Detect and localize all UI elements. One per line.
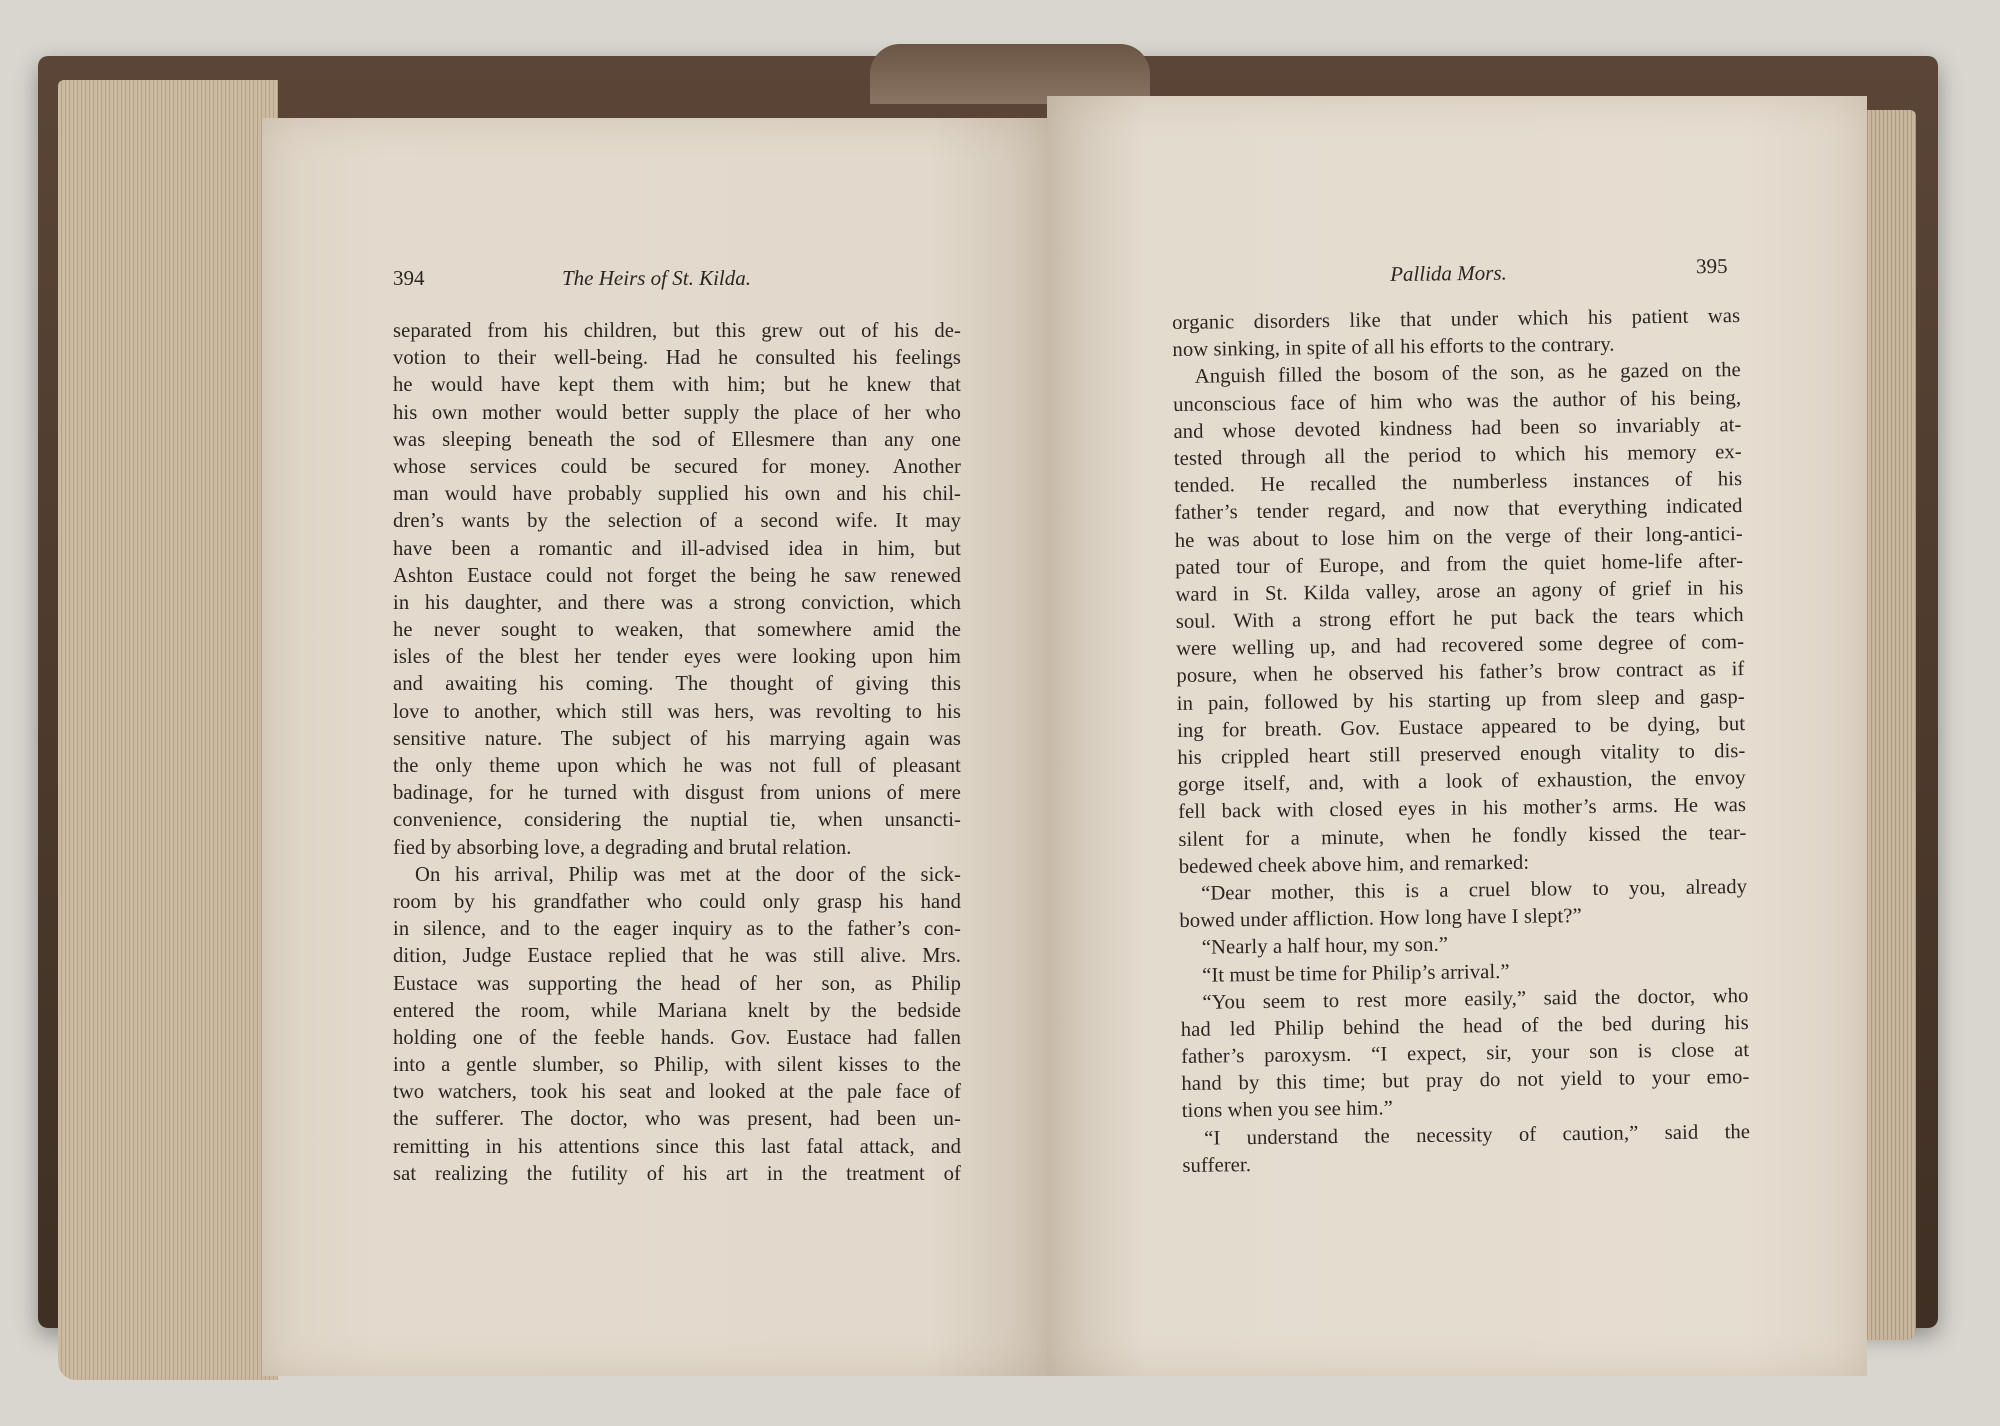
- right-text-line: “Dear mother, this is a cruel blow to you, already: [1200, 875, 1748, 905]
- right-text-line: posure, when he observed his father’s brow contract as if: [1176, 658, 1745, 688]
- right-text-line: “You seem to rest more easily,” said the doctor, who: [1202, 984, 1749, 1014]
- left-text-line: he never sought to weaken, that somewhere amid the: [393, 619, 961, 642]
- right-text-line: in pain, followed by his starting up from sleep and gasp-: [1176, 685, 1745, 715]
- left-text-line: dition, Judge Eustace replied that he was still alive. Mrs.: [393, 945, 961, 968]
- right-text-line: “I understand the necessity of caution,” said the: [1203, 1120, 1751, 1150]
- right-text-line: were welling up, and had recovered some degree of com-: [1176, 631, 1745, 661]
- left-text-line: two watchers, took his seat and looked at the pale face of: [393, 1081, 961, 1104]
- left-text-line: Eustace was supporting the head of her son, as Philip: [393, 972, 961, 995]
- left-text-line: sensitive nature. The subject of his marrying again was: [393, 727, 961, 750]
- right-text-line: ward in St. Kilda valley, arose an agony of grief in his: [1175, 576, 1744, 606]
- right-text-line: tested through all the period to which his memory ex-: [1173, 440, 1742, 470]
- left-running-head: The Heirs of St. Kilda.: [562, 266, 752, 290]
- right-text-line: “It must be time for Philip’s arrival.”: [1201, 960, 1510, 987]
- right-text-line: hand by this time; but pray do not yield to your emo-: [1181, 1066, 1750, 1096]
- right-page-number: 395: [1695, 253, 1728, 279]
- right-text-line: father’s tender regard, and now that everything indicated: [1174, 495, 1743, 525]
- right-text-line: fell back with closed eyes in his mother’s arms. He was: [1178, 794, 1747, 824]
- left-text-line: sat realizing the futility of his art in the treatment of: [393, 1162, 961, 1185]
- right-text-line: organic disorders like that under which his patient was: [1172, 305, 1741, 334]
- right-text-line: father’s paroxysm. “I expect, sir, your son is close at: [1180, 1039, 1750, 1069]
- left-page-number: 394: [393, 266, 425, 290]
- right-text-line: now sinking, in spite of all his efforts to the contrary.: [1172, 333, 1615, 362]
- book-spine: [870, 44, 1150, 104]
- right-text-line: bowed under affliction. How long have I slept?”: [1179, 905, 1582, 933]
- left-text-line: badinage, for he turned with disgust from unions of mere: [393, 782, 961, 805]
- left-text-line: have been a romantic and ill-advised idea in him, but: [393, 537, 961, 560]
- left-text-line: fied by absorbing love, a degrading and brutal relation.: [393, 836, 852, 859]
- left-text-line: holding one of the feeble hands. Gov. Eustace had fallen: [393, 1026, 961, 1049]
- left-page-text: [393, 318, 961, 1188]
- right-text-line: “Nearly a half hour, my son.”: [1201, 933, 1449, 959]
- right-text-line: tended. He recalled the numberless instances of his: [1174, 468, 1743, 498]
- right-text-line: pated tour of Europe, and from the quiet home-life after-: [1175, 549, 1744, 579]
- right-text-line: gorge itself, and, with a look of exhaustion, the envoy: [1177, 767, 1746, 797]
- right-text-line: tions when you see him.”: [1181, 1097, 1394, 1123]
- left-text-line: in his daughter, and there was a strong conviction, which: [393, 591, 961, 614]
- left-text-line: remitting in his attentions since this last fatal attack, and: [393, 1135, 961, 1158]
- right-text-line: sufferer.: [1182, 1153, 1252, 1177]
- right-page-text: [1172, 303, 1751, 1180]
- right-text-line: he was about to lose him on the verge of their long-antici-: [1174, 522, 1743, 552]
- left-text-line: separated from his children, but this grew out of his de-: [393, 320, 961, 342]
- page-edges-left: [58, 80, 278, 1380]
- left-text-line: the only theme upon which he was not full of pleasant: [393, 755, 961, 777]
- left-text-line: the sufferer. The doctor, who was present, had been un-: [393, 1108, 961, 1131]
- left-text-line: whose services could be secured for money. Another: [393, 455, 961, 478]
- left-text-line: into a gentle slumber, so Philip, with silent kisses to the: [393, 1054, 961, 1077]
- left-text-line: man would have probably supplied his own and his chil-: [393, 483, 961, 506]
- left-text-line: in silence, and to the eager inquiry as to the father’s con-: [393, 918, 961, 941]
- left-text-line: his own mother would better supply the place of her who: [393, 401, 961, 424]
- right-text-line: had led Philip behind the head of the bed during his: [1180, 1011, 1749, 1041]
- right-text-line: unconscious face of him who was the author of his being,: [1173, 386, 1742, 416]
- right-text-line: soul. With a strong effort he put back the tears which: [1175, 604, 1744, 634]
- right-text-line: silent for a minute, when he fondly kissed the tear-: [1178, 821, 1747, 851]
- left-text-line: love to another, which still was hers, was revolting to his: [393, 700, 961, 723]
- left-text-line: isles of the blest her tender eyes were looking upon him: [393, 646, 961, 669]
- left-text-line: On his arrival, Philip was met at the door of the sick-: [415, 863, 961, 886]
- left-text-line: was sleeping beneath the sod of Ellesmere than any one: [393, 428, 961, 451]
- left-text-line: votion to their well-being. Had he consulted his feelings: [393, 347, 961, 370]
- left-text-line: dren’s wants by the selection of a second wife. It may: [393, 510, 961, 533]
- right-header: [1390, 253, 1750, 292]
- right-text-line: bedewed cheek above him, and remarked:: [1178, 851, 1530, 878]
- right-text-line: and whose devoted kindness had been so invariably at-: [1173, 413, 1742, 443]
- left-text-line: Ashton Eustace could not forget the being he saw renewed: [393, 564, 961, 587]
- left-text-line: room by his grandfather who could only grasp his hand: [393, 890, 961, 913]
- right-text-line: Anguish filled the bosom of the son, as he gazed on the: [1194, 359, 1741, 389]
- left-text-line: he would have kept them with him; but he knew that: [393, 374, 961, 397]
- right-text-line: his crippled heart still preserved enough vitality to dis-: [1177, 740, 1746, 769]
- left-text-line: and awaiting his coming. The thought of giving this: [393, 673, 961, 696]
- left-text-line: convenience, considering the nuptial tie, when unsancti-: [393, 809, 961, 832]
- right-text-line: ing for breath. Gov. Eustace appeared to be dying, but: [1177, 712, 1746, 742]
- right-running-head: Pallida Mors.: [1390, 260, 1507, 286]
- left-text-line: entered the room, while Mariana knelt by the bedside: [393, 999, 961, 1022]
